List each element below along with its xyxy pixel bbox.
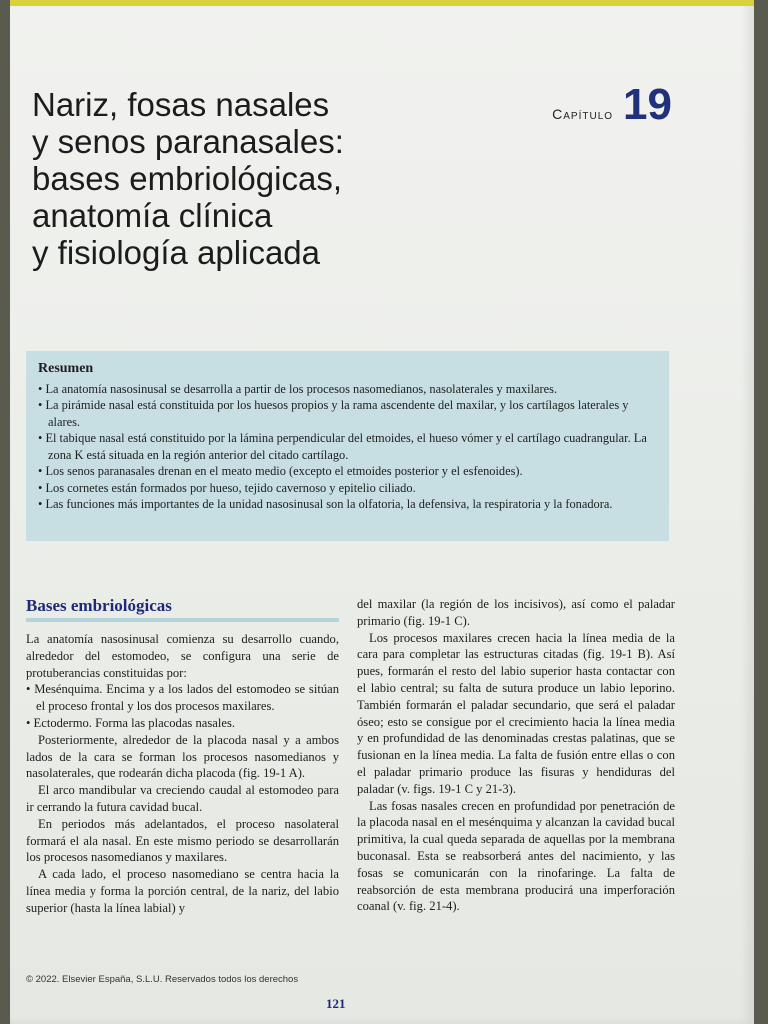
summary-heading: Resumen bbox=[38, 361, 94, 376]
paragraph: En periodos más adelantados, el proceso nasolateral formará el ala nasal. En este mismo periodo se desarrollarán los procesos nasomedianos y maxilares. bbox=[26, 816, 339, 865]
summary-item: • La anatomía nasosinusal se desarrolla a partir de los procesos nasomedianos, nasolaterales y maxilares. bbox=[38, 381, 657, 398]
title-line: Nariz, fosas nasales bbox=[32, 86, 330, 123]
bullet-paragraph: • Ectodermo. Forma las placodas nasales. bbox=[26, 715, 235, 730]
summary-item: • Los cornetes están formados por hueso, tejido cavernoso y epitelio ciliado. bbox=[38, 480, 657, 497]
paragraph: La anatomía nasosinusal comienza su desarrollo cuando, alrededor del estomodeo, se configura una serie de protuberancias constituidas por: bbox=[26, 632, 339, 680]
summary-item: • Las funciones más importantes de la unidad nasosinusal son la olfatoria, la defensiva, la respiratoria y la fonadora. bbox=[38, 496, 657, 513]
section-heading: Bases embriológicas bbox=[26, 596, 339, 622]
paragraph: Las fosas nasales crecen en profundidad por penetración de la placoda nasal en el mesénquima y alcanzan la cavidad bucal primitiva, la cual queda separada de aquellas por la membrana buconasal. Esta se reabsorberá antes del nacimiento, y las fosas se comunicarán con la rinofaringe. La falta de reabsorción de esta membrana producirá una imperforación coanal (v. fig. 21-4). bbox=[357, 798, 675, 914]
chapter-label: Capítulo bbox=[552, 106, 614, 122]
summary-list bbox=[38, 381, 657, 513]
title-line: y fisiología aplicada bbox=[32, 234, 321, 271]
summary-item: • El tabique nasal está constituido por la lámina perpendicular del etmoides, el hueso vómer y el cartílago cuadrangular. La zona K está situada en la región anterior del citado cartílago. bbox=[38, 430, 657, 463]
page-number: 121 bbox=[326, 996, 346, 1011]
chapter-title bbox=[32, 86, 512, 271]
paragraph: Posteriormente, alrededor de la placoda nasal y a ambos lados de la cara se forman los procesos nasomedianos y nasolaterales, que rodearán dicha placoda (fig. 19-1 A). bbox=[26, 732, 339, 781]
top-color-strip bbox=[10, 0, 754, 6]
paragraph: del maxilar (la región de los incisivos), así como el paladar primario (fig. 19-1 C). bbox=[357, 597, 675, 628]
summary-item: • La pirámide nasal está constituida por los huesos propios y la rama ascendente del maxilar, y los cartílagos laterales y alares. bbox=[38, 397, 657, 430]
paragraph: Los procesos maxilares crecen hacia la línea media de la cara para completar las estructuras citadas (fig. 19-1 B). Así pues, formarán el resto del labio superior hasta contactar con el labio central; su falta de sutura produce un labio leporino. También formarán el paladar secundario, que será el paladar óseo; esto se consigue por el crecimiento hacia la línea media y en profundidad de las denominadas crestas palatinas, que se fusionan en la línea media. La falta de fusión entre ellas o con el paladar primario produce las fisuras y hendiduras del paladar (v. figs. 19-1 C y 21-3). bbox=[357, 630, 675, 796]
title-line: y senos paranasales: bbox=[32, 123, 344, 160]
bullet-paragraph: • Mesénquima. Encima y a los lados del estomodeo se sitúan el proceso frontal y los dos procesos maxilares. bbox=[26, 682, 339, 714]
title-line: anatomía clínica bbox=[32, 197, 273, 234]
summary-box bbox=[26, 351, 669, 541]
title-line: bases embriológicas, bbox=[32, 160, 342, 197]
copyright-notice: © 2022. Elsevier España, S.L.U. Reservados todos los derechos bbox=[26, 974, 299, 985]
chapter-number: 19 bbox=[623, 80, 672, 129]
paragraph: El arco mandibular va creciendo caudal al estomodeo para ir cerrando la futura cavidad bucal. bbox=[26, 783, 339, 814]
paragraph: A cada lado, el proceso nasomediano se centra hacia la línea media y forma la porción central, de la nariz, del labio superior (hasta la línea labial) y bbox=[26, 867, 339, 915]
summary-item: • Los senos paranasales drenan en el meato medio (excepto el etmoides posterior y el esfenoides). bbox=[38, 463, 657, 480]
chapter-marker bbox=[552, 80, 672, 130]
left-text-column bbox=[26, 631, 339, 917]
right-text-column bbox=[357, 596, 675, 915]
book-page bbox=[10, 0, 754, 1024]
